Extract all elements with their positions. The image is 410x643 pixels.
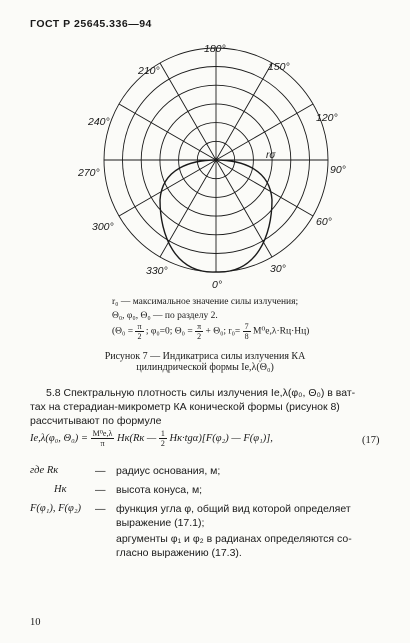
formula-lhs: Ie,λ(φ₀, Θ₀) = [30,432,88,444]
radius-label: rσ [266,150,276,161]
note-formula-d: M⁰e,λ·Rц·Hц) [253,326,310,337]
caption-line-1: Рисунок 7 — Индикатриса силы излучения КА [104,351,306,362]
formula-fraction-2-num: 1 [160,429,165,438]
definition-dash-1: — [95,465,106,477]
page-header: ГОСТ Р 25645.336—94 [30,18,152,30]
definition-text-3: функция угла φ, общий вид которой определяет [116,503,351,515]
angle-label-90: 90° [330,164,346,176]
definition-term-3: F(φ₁), F(φ₂) [30,503,81,514]
caption-line-2: цилиндрической формы Ie,λ(Θ₀) [136,362,274,373]
angle-label-60: 60° [316,216,332,228]
angle-label-330: 330° [146,265,168,277]
note-line-2: Θ₀, φ₀, Θ₀ — по разделу 2. [112,311,218,321]
formula-number: (17) [362,435,380,446]
body-line-2: тах на стерадиан-микрометр КА конической формы (рисунок 8) [30,401,340,413]
angle-label-120: 120° [316,112,338,124]
definition-term-1: где Rк [30,465,59,476]
formula-middle: Hк(Rк — [116,432,157,444]
body-line-3: рассчитывают по формуле [30,415,162,427]
note-fraction-b-den: 2 [197,332,202,341]
note-fraction-c-num: 7 [244,322,249,331]
note-formula [112,322,309,341]
note-fraction-a-num: π [137,322,142,331]
definition-text-2: высота конуса, м; [116,484,203,496]
note-fraction-a [135,322,143,341]
definition-dash-2: — [95,484,106,496]
angle-label-270: 270° [78,167,100,179]
note-formula-b: ; φ₀=0; Θ₀ = [145,326,193,337]
definition-text-6: гласно выражению (17.3). [116,547,242,559]
definition-text-5: аргументы φ₁ и φ₂ в радианах определяются со- [116,533,352,545]
body-line-1: 5.8 Спектральную плотность силы излучения Ie,λ(φ₀, Θ₀) в ват- [46,387,356,399]
formula-fraction-1 [91,429,115,448]
definition-text-1: радиус основания, м; [116,465,221,477]
formula-fraction-2-den: 2 [160,439,165,448]
formula-fraction-1-den: π [100,439,105,448]
angle-label-210: 210° [138,65,160,77]
angle-label-150: 150° [268,61,290,73]
angle-label-180: 180° [204,43,226,55]
note-fraction-a-den: 2 [137,332,142,341]
polar-diagram [0,30,410,292]
formula-rhs: Hк·tgα)[F(φ₂) — F(φ₁)], [169,432,273,444]
figure-caption [0,351,410,373]
note-fraction-b [195,322,203,341]
formula-fraction-2 [159,429,167,448]
angle-label-240: 240° [88,116,110,128]
note-fraction-c-den: 8 [244,332,249,341]
note-formula-a: (Θ₀ = [112,326,134,337]
note-fraction-b-num: π [197,322,202,331]
page-number: 10 [30,617,41,628]
angle-label-0: 0° [212,279,223,291]
note-fraction-c [243,322,251,341]
definition-text-4: выражение (17.1); [116,517,205,529]
definition-dash-3: — [95,503,106,515]
note-line-1: r₀ — максимальное значение силы излучения; [112,297,299,307]
angle-label-300: 300° [92,221,114,233]
angle-label-30: 30° [270,263,286,275]
note-formula-c: + Θ₀; r₀= [205,326,241,337]
main-formula [30,429,273,448]
definition-term-2: Hк [54,484,67,495]
formula-fraction-1-num: M⁰e,λ [92,429,113,438]
